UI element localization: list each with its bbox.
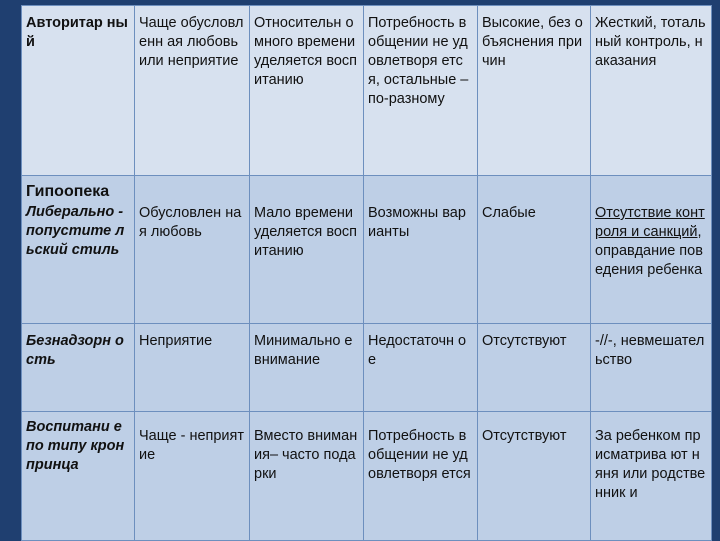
table-cell [591, 324, 712, 412]
table-cell [135, 412, 250, 541]
cell-text: Жесткий, тотальный контроль, наказания [595, 15, 706, 69]
group-label: Гипоопека [26, 183, 110, 200]
table-cell [250, 412, 364, 541]
table-row [22, 324, 712, 412]
table-cell [364, 412, 478, 541]
cell-text: Обусловлен ная любовь [139, 205, 242, 240]
table-cell [478, 176, 591, 324]
style-name: Безнадзорн ость [26, 333, 124, 368]
cell-text: Минимально е внимание [254, 333, 353, 368]
table-cell [364, 176, 478, 324]
style-name-cell [22, 324, 135, 412]
parenting-styles-table [21, 5, 712, 541]
cell-text: оправдание поведения ребенка [595, 243, 703, 278]
table-cell [250, 6, 364, 176]
cell-text: Возможны варианты [368, 205, 466, 240]
style-name: Воспитани е по типу кронпринца [26, 419, 125, 473]
cell-text: Отсутствуют [482, 333, 567, 349]
cell-text: Недостаточн ое [368, 333, 467, 368]
cell-text: Слабые [482, 205, 536, 221]
table-cell [250, 176, 364, 324]
cell-text: Чаще обусловленн ая любовь или неприятие [139, 15, 244, 69]
table-row [22, 176, 712, 324]
cell-text: Чаще - неприятие [139, 428, 245, 463]
table-cell [591, 412, 712, 541]
table-cell [478, 412, 591, 541]
cell-text: За ребенком присматрива ют няня или родственник и [595, 428, 706, 501]
cell-text-underlined: Отсутствие контроля и санкций, [595, 205, 705, 240]
cell-text: Мало времени уделяется воспитанию [254, 205, 358, 259]
table-cell [364, 324, 478, 412]
style-name-cell [22, 176, 135, 324]
table-cell [135, 6, 250, 176]
table-cell [478, 324, 591, 412]
style-name-cell [22, 412, 135, 541]
table-cell [591, 176, 712, 324]
style-name: Авторитар ный [26, 15, 128, 50]
cell-text: Вместо внимания– часто подарки [254, 428, 358, 482]
cell-text: Высокие, без объяснения причин [482, 15, 583, 69]
cell-text: Неприятие [139, 333, 213, 349]
style-name-cell [22, 6, 135, 176]
table-row [22, 412, 712, 541]
table-cell [591, 6, 712, 176]
cell-text: Потребность в общении не удовлетворя ется [368, 428, 471, 482]
table-cell [135, 176, 250, 324]
cell-text: -//-, невмешател ьство [595, 333, 705, 368]
cell-text: Отсутствуют [482, 428, 567, 444]
style-name: Либерально - попустите льский стиль [26, 204, 125, 258]
table-cell [135, 324, 250, 412]
table-cell [478, 6, 591, 176]
table-cell [250, 324, 364, 412]
table-row [22, 6, 712, 176]
table-cell [364, 6, 478, 176]
cell-text: Относительн о много времени уделяется воспитанию [254, 15, 358, 88]
cell-text: Потребность в общении не удовлетворя ется, остальные – по-разному [368, 15, 469, 107]
